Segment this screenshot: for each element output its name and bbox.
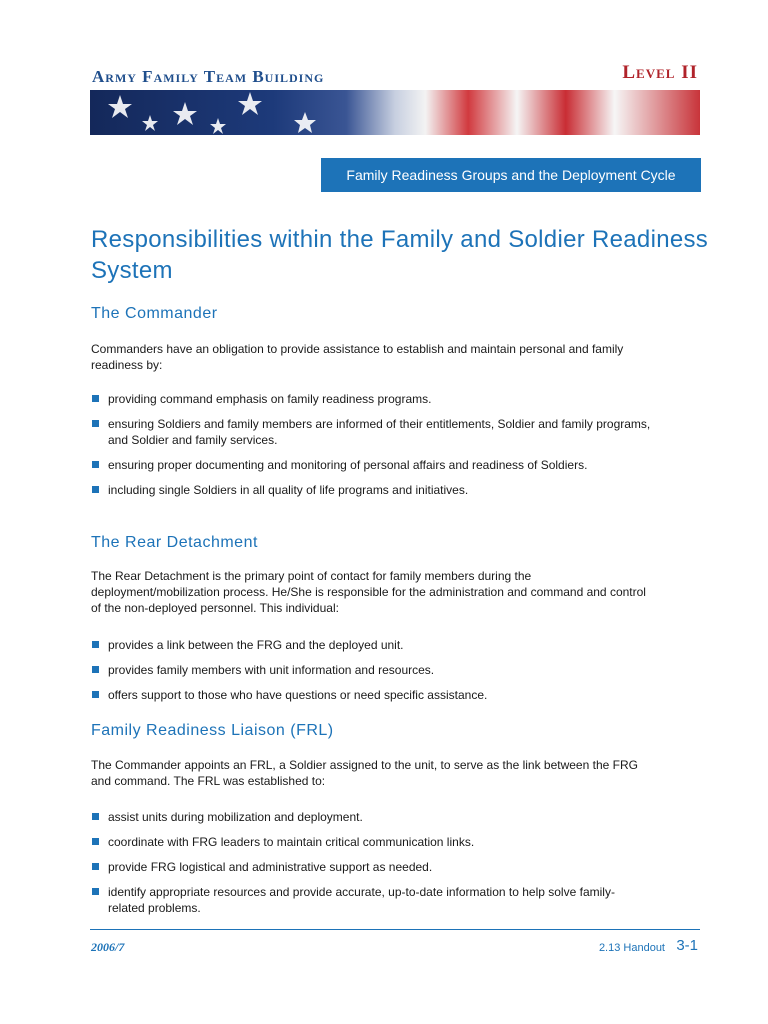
list-item-text: assist units during mobilization and deployment. (108, 810, 363, 824)
commander-intro: Commanders have an obligation to provide assistance to establish and maintain personal and family readiness by: (91, 342, 624, 372)
section-banner: Family Readiness Groups and the Deployment Cycle (321, 158, 701, 192)
frl-intro: The Commander appoints an FRL, a Soldier assigned to the unit, to serve as the link between the FRG and command. The FRL was established to: (91, 758, 638, 788)
list-item (91, 834, 651, 850)
list-item (91, 416, 651, 448)
list-item (91, 391, 651, 407)
square-bullet-icon (92, 691, 99, 698)
footer-handout-label: 2.13 Handout (598, 942, 665, 954)
header-title: Army Family Team Building (92, 67, 325, 86)
square-bullet-icon (92, 838, 99, 845)
square-bullet-icon (92, 666, 99, 673)
list-item (91, 859, 651, 875)
flag-stars-graphic (90, 90, 700, 135)
rear-bullet-list (91, 637, 651, 712)
list-item-text: identify appropriate resources and provide accurate, up-to-date information to help solve family-related problems. (108, 885, 615, 915)
footer-year: 2006/7 (91, 940, 125, 954)
flag-banner-image (90, 90, 700, 135)
list-item-text: including single Soldiers in all quality of life programs and initiatives. (108, 483, 469, 497)
list-item-text: provides a link between the FRG and the deployed unit. (108, 638, 404, 652)
square-bullet-icon (92, 395, 99, 402)
list-item (91, 457, 651, 473)
square-bullet-icon (92, 888, 99, 895)
list-item (91, 884, 651, 916)
heading-commander: The Commander (91, 305, 218, 322)
square-bullet-icon (92, 461, 99, 468)
header-level: Level II (622, 62, 698, 83)
list-item (91, 637, 651, 653)
list-item-text: ensuring Soldiers and family members are informed of their entitlements, Soldier and family programs, and Soldier and family services. (108, 417, 651, 447)
commander-bullet-list (91, 391, 651, 507)
square-bullet-icon (92, 641, 99, 648)
footer-divider (90, 929, 700, 930)
square-bullet-icon (92, 813, 99, 820)
list-item-text: provides family members with unit information and resources. (108, 663, 435, 677)
list-item-text: ensuring proper documenting and monitoring of personal affairs and readiness of Soldiers. (108, 458, 588, 472)
list-item (91, 482, 651, 498)
heading-rear-detachment: The Rear Detachment (91, 534, 258, 551)
list-item-text: offers support to those who have questions or need specific assistance. (108, 688, 488, 702)
square-bullet-icon (92, 420, 99, 427)
square-bullet-icon (92, 863, 99, 870)
list-item-text: coordinate with FRG leaders to maintain critical communication links. (108, 835, 475, 849)
list-item (91, 662, 651, 678)
page-number: 3-1 (676, 937, 698, 954)
square-bullet-icon (92, 486, 99, 493)
list-item (91, 809, 651, 825)
frl-bullet-list (91, 809, 651, 925)
list-item (91, 687, 651, 703)
heading-frl: Family Readiness Liaison (FRL) (91, 722, 334, 739)
list-item-text: providing command emphasis on family readiness programs. (108, 392, 432, 406)
page-title: Responsibilities within the Family and Soldier Readiness System (91, 226, 709, 284)
rear-intro: The Rear Detachment is the primary point of contact for family members during the deployment/mobilization process. He/She is responsible for the administration and command and control of the non-deployed personnel. This individual: (91, 569, 646, 615)
list-item-text: provide FRG logistical and administrative support as needed. (108, 860, 433, 874)
